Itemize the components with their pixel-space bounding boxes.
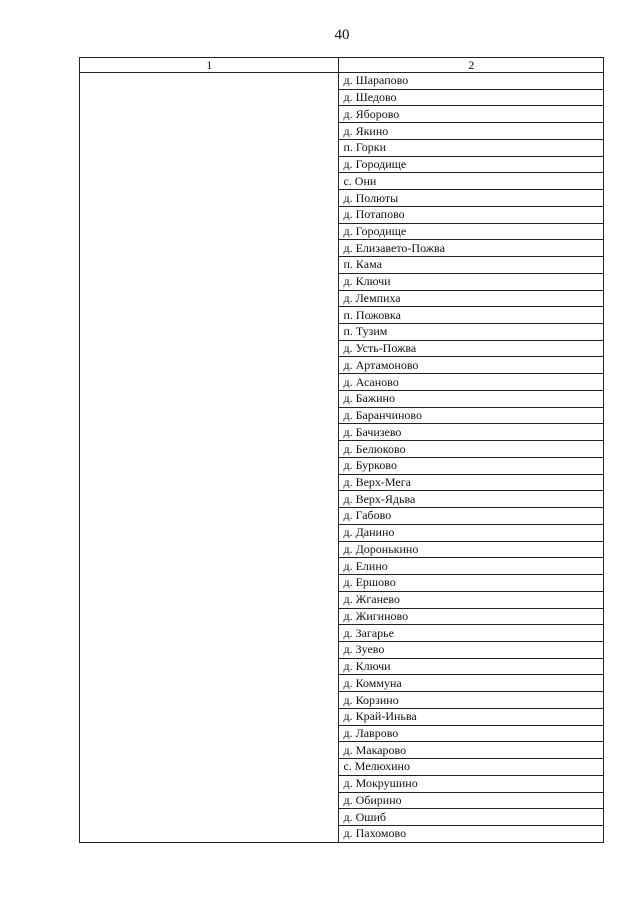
settlement-cell: д. Зуево: [339, 641, 604, 658]
settlement-cell: д. Мокрушино: [339, 775, 604, 792]
settlement-cell: д. Жганево: [339, 591, 604, 608]
settlement-cell: д. Потапово: [339, 206, 604, 223]
settlement-cell: д. Бурково: [339, 457, 604, 474]
settlement-cell: д. Доронькино: [339, 541, 604, 558]
settlement-cell: д. Шедово: [339, 89, 604, 106]
settlement-cell: д. Данино: [339, 524, 604, 541]
settlement-cell: д. Усть-Пожва: [339, 340, 604, 357]
column-header-2: 2: [339, 58, 604, 73]
settlement-cell: д. Асаново: [339, 374, 604, 391]
settlement-cell: д. Баранчиново: [339, 407, 604, 424]
settlement-cell: п. Тузим: [339, 324, 604, 341]
settlement-cell: д. Загарье: [339, 625, 604, 642]
settlement-cell: с. Мелюхино: [339, 759, 604, 776]
table-body: [80, 73, 604, 843]
settlement-cell: д. Верх-Мега: [339, 474, 604, 491]
settlement-cell: д. Ершово: [339, 575, 604, 592]
column-1-cell: [80, 73, 339, 843]
settlement-cell: д. Городище: [339, 156, 604, 173]
settlement-cell: д. Край-Иньва: [339, 708, 604, 725]
settlement-cell: д. Ключи: [339, 658, 604, 675]
table-header-row: [80, 58, 604, 73]
settlement-cell: д. Коммуна: [339, 675, 604, 692]
settlement-cell: д. Городище: [339, 223, 604, 240]
settlement-cell: д. Пахомово: [339, 826, 604, 843]
settlement-cell: д. Артамоново: [339, 357, 604, 374]
page-number: 40: [334, 27, 350, 43]
settlement-cell: д. Ошиб: [339, 809, 604, 826]
settlement-cell: д. Якино: [339, 123, 604, 140]
settlement-cell: д. Яборово: [339, 106, 604, 123]
table-row: [80, 73, 604, 90]
settlement-cell: с. Они: [339, 173, 604, 190]
settlement-cell: д. Елино: [339, 558, 604, 575]
settlement-cell: д. Бачизево: [339, 424, 604, 441]
settlement-cell: д. Бажино: [339, 390, 604, 407]
settlement-cell: д. Лемпиха: [339, 290, 604, 307]
settlement-cell: д. Макарово: [339, 742, 604, 759]
settlement-cell: д. Ключи: [339, 273, 604, 290]
settlement-cell: п. Кама: [339, 257, 604, 274]
settlement-cell: д. Жигиново: [339, 608, 604, 625]
settlement-cell: д. Лаврово: [339, 725, 604, 742]
settlement-cell: п. Горки: [339, 139, 604, 156]
settlement-cell: д. Шарапово: [339, 73, 604, 90]
column-header-1: 1: [80, 58, 339, 73]
settlement-cell: д. Елизавето-Пожва: [339, 240, 604, 257]
settlement-cell: д. Корзино: [339, 692, 604, 709]
settlement-cell: д. Полюты: [339, 190, 604, 207]
settlement-cell: п. Пожовка: [339, 307, 604, 324]
settlement-cell: д. Габово: [339, 508, 604, 525]
settlement-cell: д. Белюково: [339, 441, 604, 458]
settlement-cell: д. Обирино: [339, 792, 604, 809]
settlements-table: [79, 57, 604, 843]
settlement-cell: д. Верх-Ядьва: [339, 491, 604, 508]
